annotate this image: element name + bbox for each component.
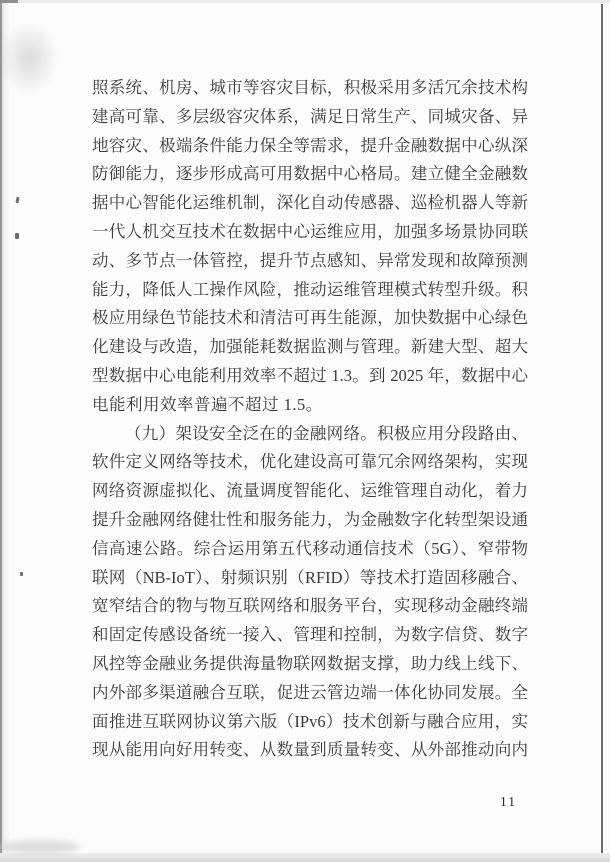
scan-smudge-top-left bbox=[0, 22, 58, 94]
text-line: 防御能力，逐步形成高可用数据中心格局。建立健全金融数 bbox=[92, 164, 528, 184]
text-line: 宽窄结合的物与物互联网络和服务平台，实现移动金融终端 bbox=[92, 596, 528, 616]
text-line: 电能利用效率普遍不超过 1.5。 bbox=[92, 394, 323, 414]
text-line: 型数据中心电能利用效率不超过 1.3。到 2025 年，数据中心 bbox=[92, 365, 528, 385]
scan-smudge-bottom-left bbox=[0, 840, 80, 854]
scan-bottom-edge bbox=[0, 853, 610, 862]
text-line: 极应用绿色节能技术和清洁可再生能源，加快数据中心绿色 bbox=[92, 308, 528, 328]
scan-top-edge-dark-mark bbox=[0, 0, 18, 3]
text-line: 风控等金融业务提供海量物联网数据支撑，助力线上线下、 bbox=[92, 653, 528, 673]
text-line: 内外部多渠道融合互联，促进云管边端一体化协同发展。全 bbox=[92, 682, 528, 702]
text-line: 能力，降低人工操作风险，推动运维管理模式转型升级。积 bbox=[92, 279, 528, 299]
scan-speck bbox=[20, 572, 23, 576]
text-line: 和固定传感设备统一接入、管理和控制，为数字信贷、数字 bbox=[92, 625, 528, 645]
text-line: 面推进互联网协议第六版（IPv6）技术创新与融合应用，实 bbox=[92, 711, 528, 731]
text-line: 网络资源虚拟化、流量调度智能化、运维管理自动化，着力 bbox=[92, 481, 528, 501]
text-line: 据中心智能化运维机制，深化自动传感器、巡检机器人等新 bbox=[92, 193, 528, 213]
text-line: 建高可靠、多层级容灾体系，满足日常生产、同城灾备、异 bbox=[92, 106, 528, 126]
text-line: 动、多节点一体管控，提升节点感知、异常发现和故障预测 bbox=[92, 250, 528, 270]
text-line: 化建设与改造，加强能耗数据监测与管理。新建大型、超大 bbox=[92, 337, 528, 357]
scan-top-edge bbox=[0, 0, 610, 3]
body-text bbox=[92, 74, 528, 765]
text-line: 地容灾、极端条件能力保全等需求，提升金融数据中心纵深 bbox=[92, 135, 528, 155]
scan-left-edge-line bbox=[0, 0, 2, 862]
text-line: （九）架设安全泛在的金融网络。积极应用分段路由、 bbox=[125, 423, 528, 443]
scan-speck bbox=[15, 197, 19, 203]
text-line: 现从能用向好用转变、从数量到质量转变、从外部推动向内 bbox=[92, 740, 528, 760]
text-line: 提升金融网络健壮性和服务能力，为金融数字化转型架设通 bbox=[92, 509, 528, 529]
text-line: 照系统、机房、城市等容灾目标，积极采用多活冗余技术构 bbox=[92, 78, 528, 97]
scan-right-edge-line bbox=[601, 4, 603, 862]
text-line: 软件定义网络等技术，优化建设高可靠冗余网络架构，实现 bbox=[92, 452, 528, 472]
text-line: 一代人机交互技术在数据中心运维应用，加强多场景协同联 bbox=[92, 221, 528, 241]
text-line: 信高速公路。综合运用第五代移动通信技术（5G）、窄带物 bbox=[92, 538, 528, 558]
text-line: 联网（NB-IoT）、射频识别（RFID）等技术打造固移融合、 bbox=[92, 567, 528, 587]
scan-speck bbox=[15, 233, 19, 239]
page-number: 11 bbox=[500, 794, 517, 809]
